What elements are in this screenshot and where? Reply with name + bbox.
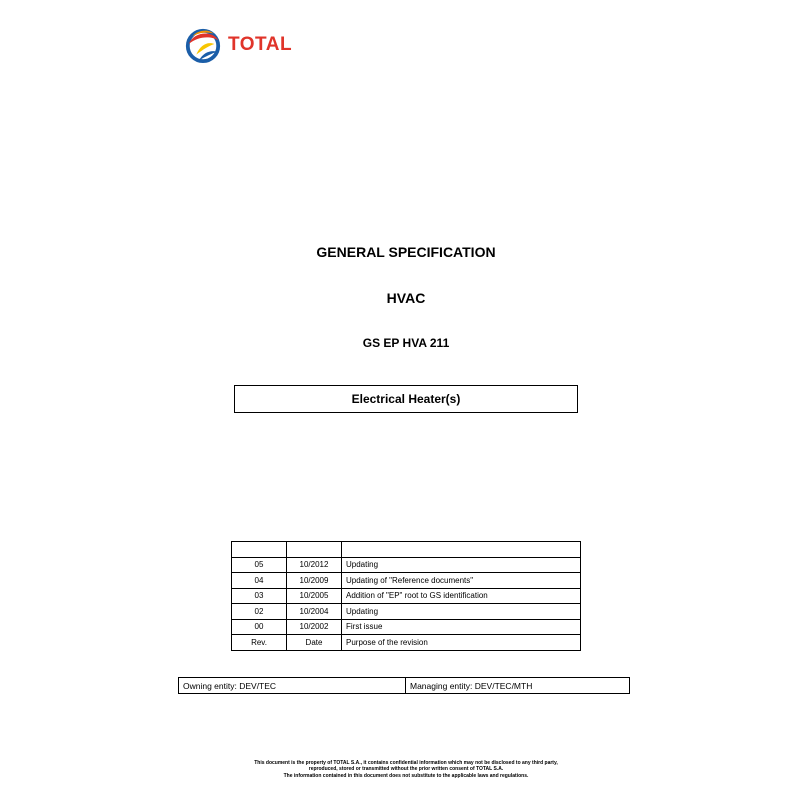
table-row — [179, 678, 630, 694]
entity-table — [178, 677, 630, 694]
document-reference: GS EP HVA 211 — [362, 336, 450, 350]
rev-cell: 05 — [232, 557, 287, 573]
purpose-cell — [342, 542, 581, 558]
purpose-cell: Addition of "EP" root to GS identification — [342, 588, 581, 604]
footer-line: This document is the property of TOTAL S.A., it contains confidential information which may not be disclosed to any third party, — [254, 760, 558, 766]
date-cell: 10/2012 — [287, 557, 342, 573]
date-cell: 10/2002 — [287, 619, 342, 635]
date-cell: 10/2004 — [287, 604, 342, 620]
revision-table — [231, 541, 581, 651]
document-discipline: HVAC — [386, 290, 426, 306]
owning-entity: Owning entity: DEV/TEC — [179, 678, 406, 694]
table-header-row — [232, 635, 581, 651]
purpose-cell: Updating — [342, 557, 581, 573]
purpose-header: Purpose of the revision — [342, 635, 581, 651]
confidentiality-notice — [0, 760, 800, 779]
table-row — [232, 542, 581, 558]
table-row — [232, 573, 581, 589]
total-logo — [184, 26, 292, 64]
managing-entity: Managing entity: DEV/TEC/MTH — [406, 678, 630, 694]
table-row — [232, 557, 581, 573]
document-subject-box — [234, 385, 578, 413]
table-row — [232, 619, 581, 635]
total-wordmark: TOTAL — [228, 34, 293, 55]
footer-line: reproduced, stored or transmitted without the prior written consent of TOTAL S.A. — [308, 766, 504, 773]
purpose-cell: First issue — [342, 619, 581, 635]
footer-line: The information contained in this document does not substitute to the applicable laws and regulations. — [283, 772, 529, 779]
rev-header: Rev. — [232, 635, 287, 651]
date-header: Date — [287, 635, 342, 651]
purpose-cell: Updating of "Reference documents" — [342, 573, 581, 589]
rev-cell: 00 — [232, 619, 287, 635]
rev-cell — [232, 542, 287, 558]
document-subject: Electrical Heater(s) — [351, 392, 461, 406]
purpose-cell: Updating — [342, 604, 581, 620]
date-cell: 10/2009 — [287, 573, 342, 589]
rev-cell: 03 — [232, 588, 287, 604]
document-type: GENERAL SPECIFICATION — [316, 244, 496, 260]
rev-cell: 02 — [232, 604, 287, 620]
total-logo-icon — [184, 26, 222, 64]
rev-cell: 04 — [232, 573, 287, 589]
table-row — [232, 588, 581, 604]
date-cell: 10/2005 — [287, 588, 342, 604]
date-cell — [287, 542, 342, 558]
table-row — [232, 604, 581, 620]
